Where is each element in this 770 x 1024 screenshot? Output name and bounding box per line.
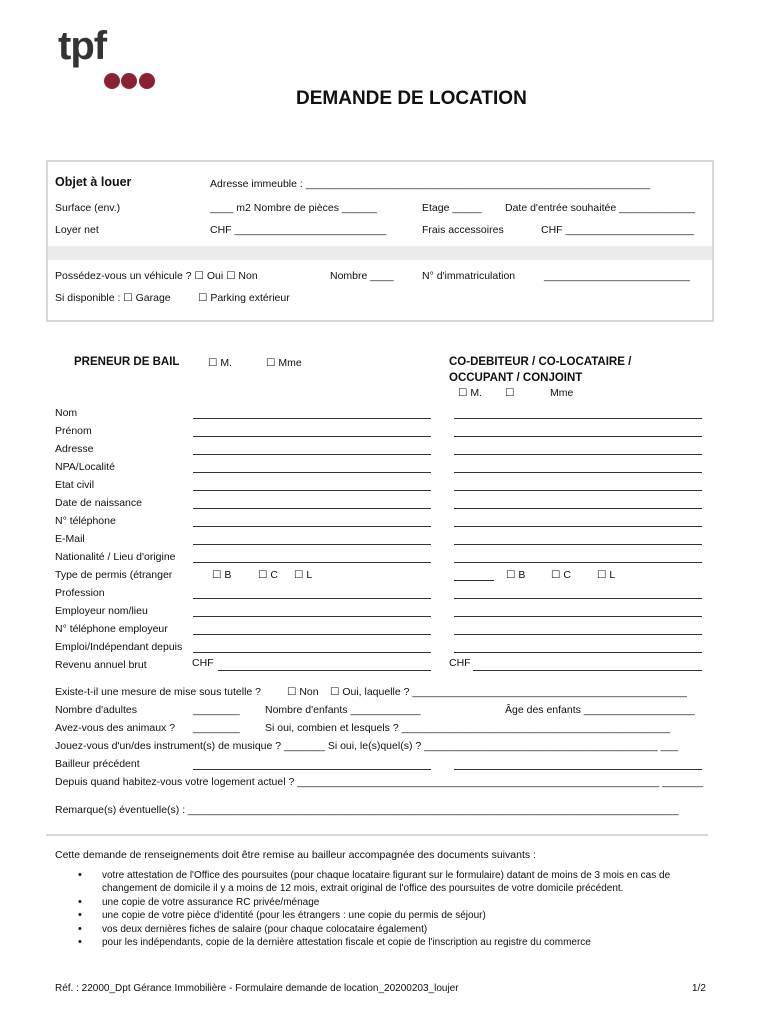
preneur-input-line[interactable] xyxy=(193,418,431,419)
codebiteur-mme-label: Mme xyxy=(550,387,574,399)
documents-list xyxy=(78,869,698,949)
field-label: Type de permis (étranger xyxy=(55,569,173,581)
preneur-input-line[interactable] xyxy=(193,526,431,527)
preneur-input-line[interactable] xyxy=(193,562,431,563)
codebiteur-mme-checkbox[interactable]: ☐ xyxy=(505,387,515,399)
codebiteur-input-line[interactable] xyxy=(454,598,702,599)
remarques-field[interactable]: Remarque(s) éventuelle(s) : ____________________________________________________________________________________ xyxy=(55,804,679,816)
preneur-input-line[interactable] xyxy=(193,472,431,473)
field-label: N° téléphone employeur xyxy=(55,623,168,635)
field-label: Profession xyxy=(55,587,105,599)
documents-list-item: • votre attestation de l'Office des poursuites (pour chaque locataire figurant sur le formulaire) datant de moins de 3 mois en cas de changement de domicile il y a moins de 12 mois, extrait original de l'office des poursuites de votre domicile précédent. xyxy=(78,869,698,896)
bailleur-label: Bailleur précédent xyxy=(55,758,140,770)
preneur-input-line[interactable] xyxy=(193,634,431,635)
footer-reference: Réf. : 22000_Dpt Gérance Immobilière - Formulaire demande de location_20200203_loujer xyxy=(55,983,459,994)
date-entree-field[interactable]: Date d'entrée souhaitée _____________ xyxy=(505,202,695,214)
logo-dot xyxy=(121,73,137,89)
immat-label: N° d'immatriculation xyxy=(422,270,516,282)
enfants-field[interactable]: Nombre d'enfants ____________ xyxy=(265,704,421,716)
animaux-field[interactable]: ________ xyxy=(193,722,240,734)
codebiteur-input-line[interactable] xyxy=(454,454,702,455)
field-label: NPA/Localité xyxy=(55,461,115,473)
nombre-field[interactable]: Nombre ____ xyxy=(330,270,394,282)
field-label: Revenu annuel brut xyxy=(55,659,147,671)
etage-field[interactable]: Etage _____ xyxy=(422,202,482,214)
codebiteur-permis-c-checkbox[interactable]: ☐ C xyxy=(551,569,571,581)
codebiteur-input-line[interactable] xyxy=(454,526,702,527)
codebiteur-input-line[interactable] xyxy=(454,436,702,437)
codebiteur-input-line[interactable] xyxy=(454,616,702,617)
preneur-heading: PRENEUR DE BAIL xyxy=(74,356,180,368)
garage-checkbox[interactable]: Si disponible : ☐ Garage xyxy=(55,292,171,304)
instrument-field[interactable]: Jouez-vous d'un/des instrument(s) de musique ? _______ Si oui, le(s)quel(s) ? ________________________________________ ___ xyxy=(55,740,679,752)
field-label: Nationalité / Lieu d'origine xyxy=(55,551,176,563)
preneur-input-line[interactable] xyxy=(193,508,431,509)
documents-list-item: • une copie de votre assurance RC privée/ménage xyxy=(78,896,698,909)
page-number: 1/2 xyxy=(692,983,706,994)
documents-intro: Cette demande de renseignements doit être remise au bailleur accompagnée des documents suivants : xyxy=(55,849,536,861)
tutelle-non-checkbox[interactable]: ☐ Non xyxy=(287,686,319,698)
objet-heading: Objet à louer xyxy=(55,175,132,189)
codebiteur-input-line[interactable] xyxy=(454,418,702,419)
field-label: N° téléphone xyxy=(55,515,116,527)
codebiteur-input-line[interactable] xyxy=(454,634,702,635)
revenu-chf-label: CHF xyxy=(192,657,214,669)
documents-list-item: • vos deux dernières fiches de salaire (pour chaque colocataire également) xyxy=(78,923,698,936)
field-label: Etat civil xyxy=(55,479,95,491)
documents-list-item: • une copie de votre pièce d'identité (pour les étrangers : une copie du permis de séjour) xyxy=(78,909,698,922)
preneur-input-line[interactable] xyxy=(193,598,431,599)
preneur-m-checkbox[interactable]: ☐ M. xyxy=(208,357,232,369)
parking-checkbox[interactable]: ☐ Parking extérieur xyxy=(198,292,290,304)
logo: tpf xyxy=(58,24,107,68)
tutelle-label: Existe-t-il une mesure de mise sous tutelle ? xyxy=(55,686,262,698)
loyer-field[interactable]: CHF __________________________ xyxy=(210,224,387,236)
age-enfants-field[interactable]: Âge des enfants ___________________ xyxy=(505,704,695,716)
adultes-label: Nombre d'adultes xyxy=(55,704,137,716)
preneur-input-line[interactable] xyxy=(193,436,431,437)
field-label: Prénom xyxy=(55,425,92,437)
field-label: E-Mail xyxy=(55,533,85,545)
preneur-input-line[interactable] xyxy=(193,652,431,653)
codebiteur-input-line[interactable] xyxy=(454,508,702,509)
field-label: Nom xyxy=(55,407,78,419)
permis-b-checkbox[interactable]: ☐ B xyxy=(212,569,232,581)
frais-field[interactable]: CHF ______________________ xyxy=(541,224,694,236)
animaux-details-field[interactable]: Si oui, combien et lesquels ? ______________________________________________ xyxy=(265,722,671,734)
frais-label: Frais accessoires xyxy=(422,224,504,236)
field-label: Date de naissance xyxy=(55,497,142,509)
animaux-label: Avez-vous des animaux ? xyxy=(55,722,176,734)
codebiteur-heading-1: CO-DEBITEUR / CO-LOCATAIRE / xyxy=(449,356,632,368)
preneur-mme-checkbox[interactable]: ☐ Mme xyxy=(266,357,302,369)
codebiteur-input-line[interactable] xyxy=(454,490,702,491)
section-divider xyxy=(46,834,708,836)
codebiteur-heading-2: OCCUPANT / CONJOINT xyxy=(449,372,583,384)
codebiteur-input-line[interactable] xyxy=(473,670,702,671)
preneur-input-line[interactable] xyxy=(193,490,431,491)
adresse-field[interactable]: Adresse immeuble : ___________________________________________________________ xyxy=(210,178,651,190)
codebiteur-permis-b-checkbox[interactable]: ☐ B xyxy=(506,569,526,581)
permis-l-checkbox[interactable]: ☐ L xyxy=(294,569,313,581)
logement-field[interactable]: Depuis quand habitez-vous votre logement actuel ? ______________________________________________________________ _______ xyxy=(55,776,704,788)
logo-dot xyxy=(104,73,120,89)
page-title: DEMANDE DE LOCATION xyxy=(296,88,527,109)
field-label: Adresse xyxy=(55,443,94,455)
codebiteur-input-line[interactable] xyxy=(454,472,702,473)
m2-field[interactable]: ____ m2 Nombre de pièces ______ xyxy=(210,202,377,214)
surface-label: Surface (env.) xyxy=(55,202,121,214)
codebiteur-permis-l-checkbox[interactable]: ☐ L xyxy=(597,569,616,581)
codebiteur-revenu-chf-label: CHF xyxy=(449,657,471,669)
field-label: Emploi/Indépendant depuis xyxy=(55,641,183,653)
tutelle-oui-field[interactable]: ☐ Oui, laquelle ? _______________________________________________ xyxy=(330,686,687,698)
field-label: Employeur nom/lieu xyxy=(55,605,148,617)
vehicule-field[interactable]: Possédez-vous un véhicule ? ☐ Oui ☐ Non xyxy=(55,270,258,282)
codebiteur-m-checkbox[interactable]: ☐ M. xyxy=(458,387,482,399)
adultes-field[interactable]: ________ xyxy=(193,704,240,716)
codebiteur-input-line[interactable] xyxy=(454,652,702,653)
documents-list-item: • pour les indépendants, copie de la dernière attestation fiscale et copie de l'inscription au registre du commerce xyxy=(78,936,698,949)
codebiteur-input-line[interactable] xyxy=(454,544,702,545)
codebiteur-input-line[interactable] xyxy=(454,562,702,563)
codebiteur-permis-line[interactable] xyxy=(454,580,494,581)
loyer-label: Loyer net xyxy=(55,224,99,236)
permis-c-checkbox[interactable]: ☐ C xyxy=(258,569,278,581)
codebiteur-bailleur-line[interactable] xyxy=(454,769,702,770)
bailleur-line[interactable] xyxy=(193,769,431,770)
preneur-input-line[interactable] xyxy=(218,670,431,671)
preneur-input-line[interactable] xyxy=(193,544,431,545)
preneur-input-line[interactable] xyxy=(193,616,431,617)
objet-divider xyxy=(48,246,712,260)
logo-dot xyxy=(139,73,155,89)
preneur-input-line[interactable] xyxy=(193,454,431,455)
immat-field[interactable]: _________________________ xyxy=(544,270,690,282)
